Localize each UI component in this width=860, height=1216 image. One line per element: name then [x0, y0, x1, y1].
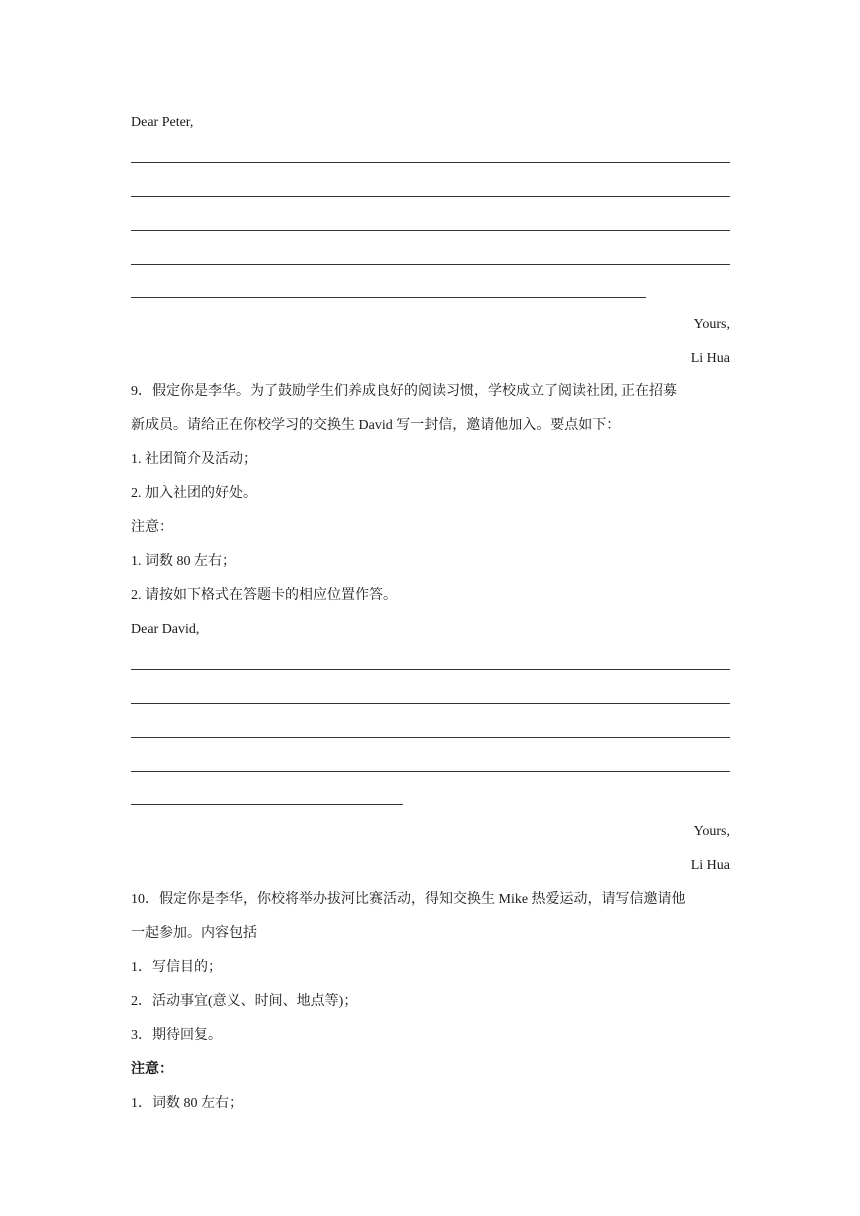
q9-note-label: 注意： [131, 520, 173, 535]
q10-point-3: 3．期待回复。 [131, 1028, 222, 1043]
letter1-signature: Li Hua [690, 351, 730, 366]
q9-point-2: 2. 加入社团的好处。 [131, 486, 257, 501]
q9-closing: Yours, [693, 824, 730, 839]
letter1-salutation: Dear Peter, [131, 115, 194, 130]
q9-point-1: 1. 社团简介及活动； [131, 452, 257, 467]
answer-line [131, 230, 730, 231]
answer-line-short [131, 297, 646, 298]
q10-prompt-line1: 10．假定你是李华，你校将举办拔河比赛活动，得知交换生 Mike 热爱运动，请写信邀请他 [131, 892, 686, 907]
q9-signature: Li Hua [690, 858, 730, 873]
answer-line [131, 162, 730, 163]
answer-line [131, 669, 730, 670]
q9-prompt-line1: 9．假定你是李华。为了鼓励学生们养成良好的阅读习惯，学校成立了阅读社团, 正在招募 [131, 384, 677, 399]
answer-line [131, 771, 730, 772]
q10-note-label: 注意： [131, 1062, 173, 1077]
answer-line [131, 264, 730, 265]
q9-note-2: 2. 请按如下格式在答题卡的相应位置作答。 [131, 588, 397, 603]
answer-line [131, 737, 730, 738]
q10-point-2: 2．活动事宜(意义、时间、地点等)； [131, 994, 358, 1009]
q9-salutation: Dear David, [131, 622, 200, 637]
letter1-closing: Yours, [693, 317, 730, 332]
q10-note-1: 1．词数 80 左右； [131, 1096, 243, 1111]
q10-point-1: 1．写信目的； [131, 960, 222, 975]
answer-line [131, 703, 730, 704]
q9-note-1: 1. 词数 80 左右； [131, 554, 236, 569]
q9-prompt-line2: 新成员。请给正在你校学习的交换生 David 写一封信，邀请他加入。要点如下： [131, 418, 621, 433]
answer-line [131, 196, 730, 197]
answer-line-short [131, 804, 403, 805]
q10-prompt-line2: 一起参加。内容包括 [131, 926, 257, 941]
